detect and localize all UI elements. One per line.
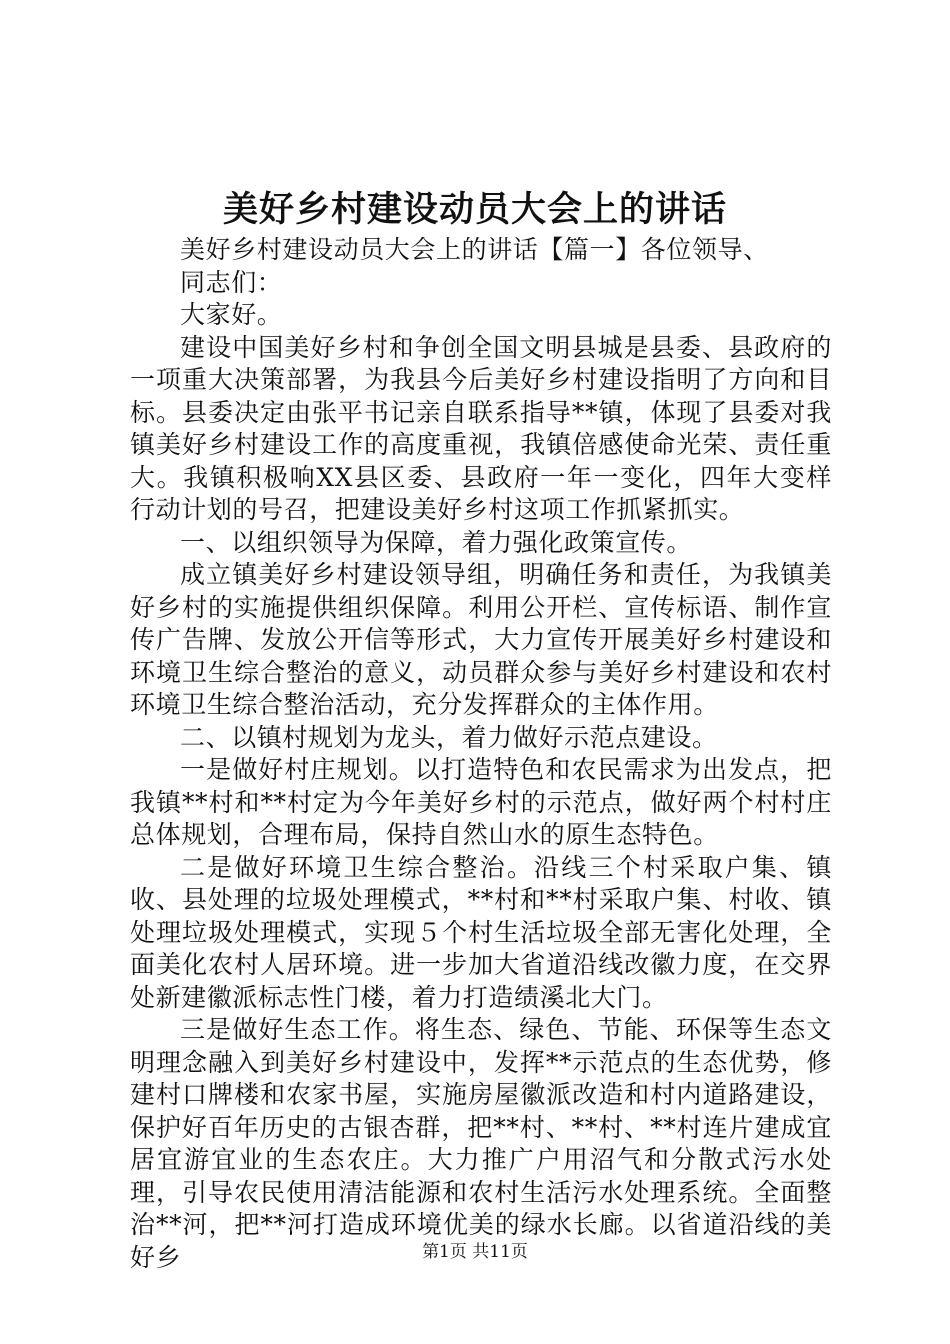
paragraph: 二、以镇村规划为龙头，着力做好示范点建设。 <box>180 722 718 752</box>
paragraph: 二是做好环境卫生综合整治。沿线三个村采取户集、镇收、县处理的垃圾处理模式，**村和**村采取户集、村收、镇处理垃圾处理模式，实现５个村生活垃圾全部无害化处理，全面美化农村人居环境。进一步加大省道沿线改徽力度，在交界处新建徽派标志性门楼，着力打造绩溪北大门。 <box>130 852 832 1012</box>
paragraph: 大家好。 <box>180 300 283 329</box>
paragraph: 成立镇美好乡村建设领导组，明确任务和责任，为我镇美好乡村的实施提供组织保障。利用公开栏、宣传标语、制作宣传广告牌、发放公开信等形式，大力宣传开展美好乡村建设和环境卫生综合整治的意义，动员群众参与美好乡村建设和农村环境卫生综合整治活动，充分发挥群众的主体作用。 <box>130 560 832 719</box>
page-number-footer: 第1页 共11页 <box>422 1242 528 1262</box>
paragraph: 一、以组织领导为保障，着力强化政策宣传。 <box>180 527 693 557</box>
paragraph: 一是做好村庄规划。以打造特色和农民需求为出发点，把我镇**村和**村定为今年美好乡村的示范点，做好两个村村庄总体规划，合理布局，保持自然山水的原生态特色。 <box>130 755 832 849</box>
paragraph: 三是做好生态工作。将生态、绿色、节能、环保等生态文明理念融入到美好乡村建设中，发挥**示范点的生态优势，修建村口牌楼和农家书屋，实施房屋徽派改造和村内道路建设，保护好百年历史的古银杏群，把**村、**村、**村连片建成宜居宜游宜业的生态农庄。大力推广户用沼气和分散式污水处理，引导农民使用清洁能源和农村生活污水处理系统。全面整治**河，把**河打造成环境优美的绿水长廊。以省道沿线的美好乡 <box>130 1015 832 1272</box>
document-title: 美好乡村建设动员大会上的讲话 <box>222 189 727 230</box>
paragraph: 美好乡村建设动员大会上的讲话【篇一】各位领导、 <box>180 235 769 264</box>
paragraph: 建设中国美好乡村和争创全国文明县城是县委、县政府的一项重大决策部署，为我县今后美好乡村建设指明了方向和目标。县委决定由张平书记亲自联系指导**镇，体现了县委对我镇美好乡村建设工作的高度重视，我镇倍感使命光荣、责任重大。我镇积极响XX县区委、县政府一年一变化，四年大变样行动计划的号召，把建设美好乡村这项工作抓紧抓实。 <box>130 332 832 524</box>
paragraph: 同志们： <box>180 267 283 297</box>
document-body <box>130 234 832 1274</box>
